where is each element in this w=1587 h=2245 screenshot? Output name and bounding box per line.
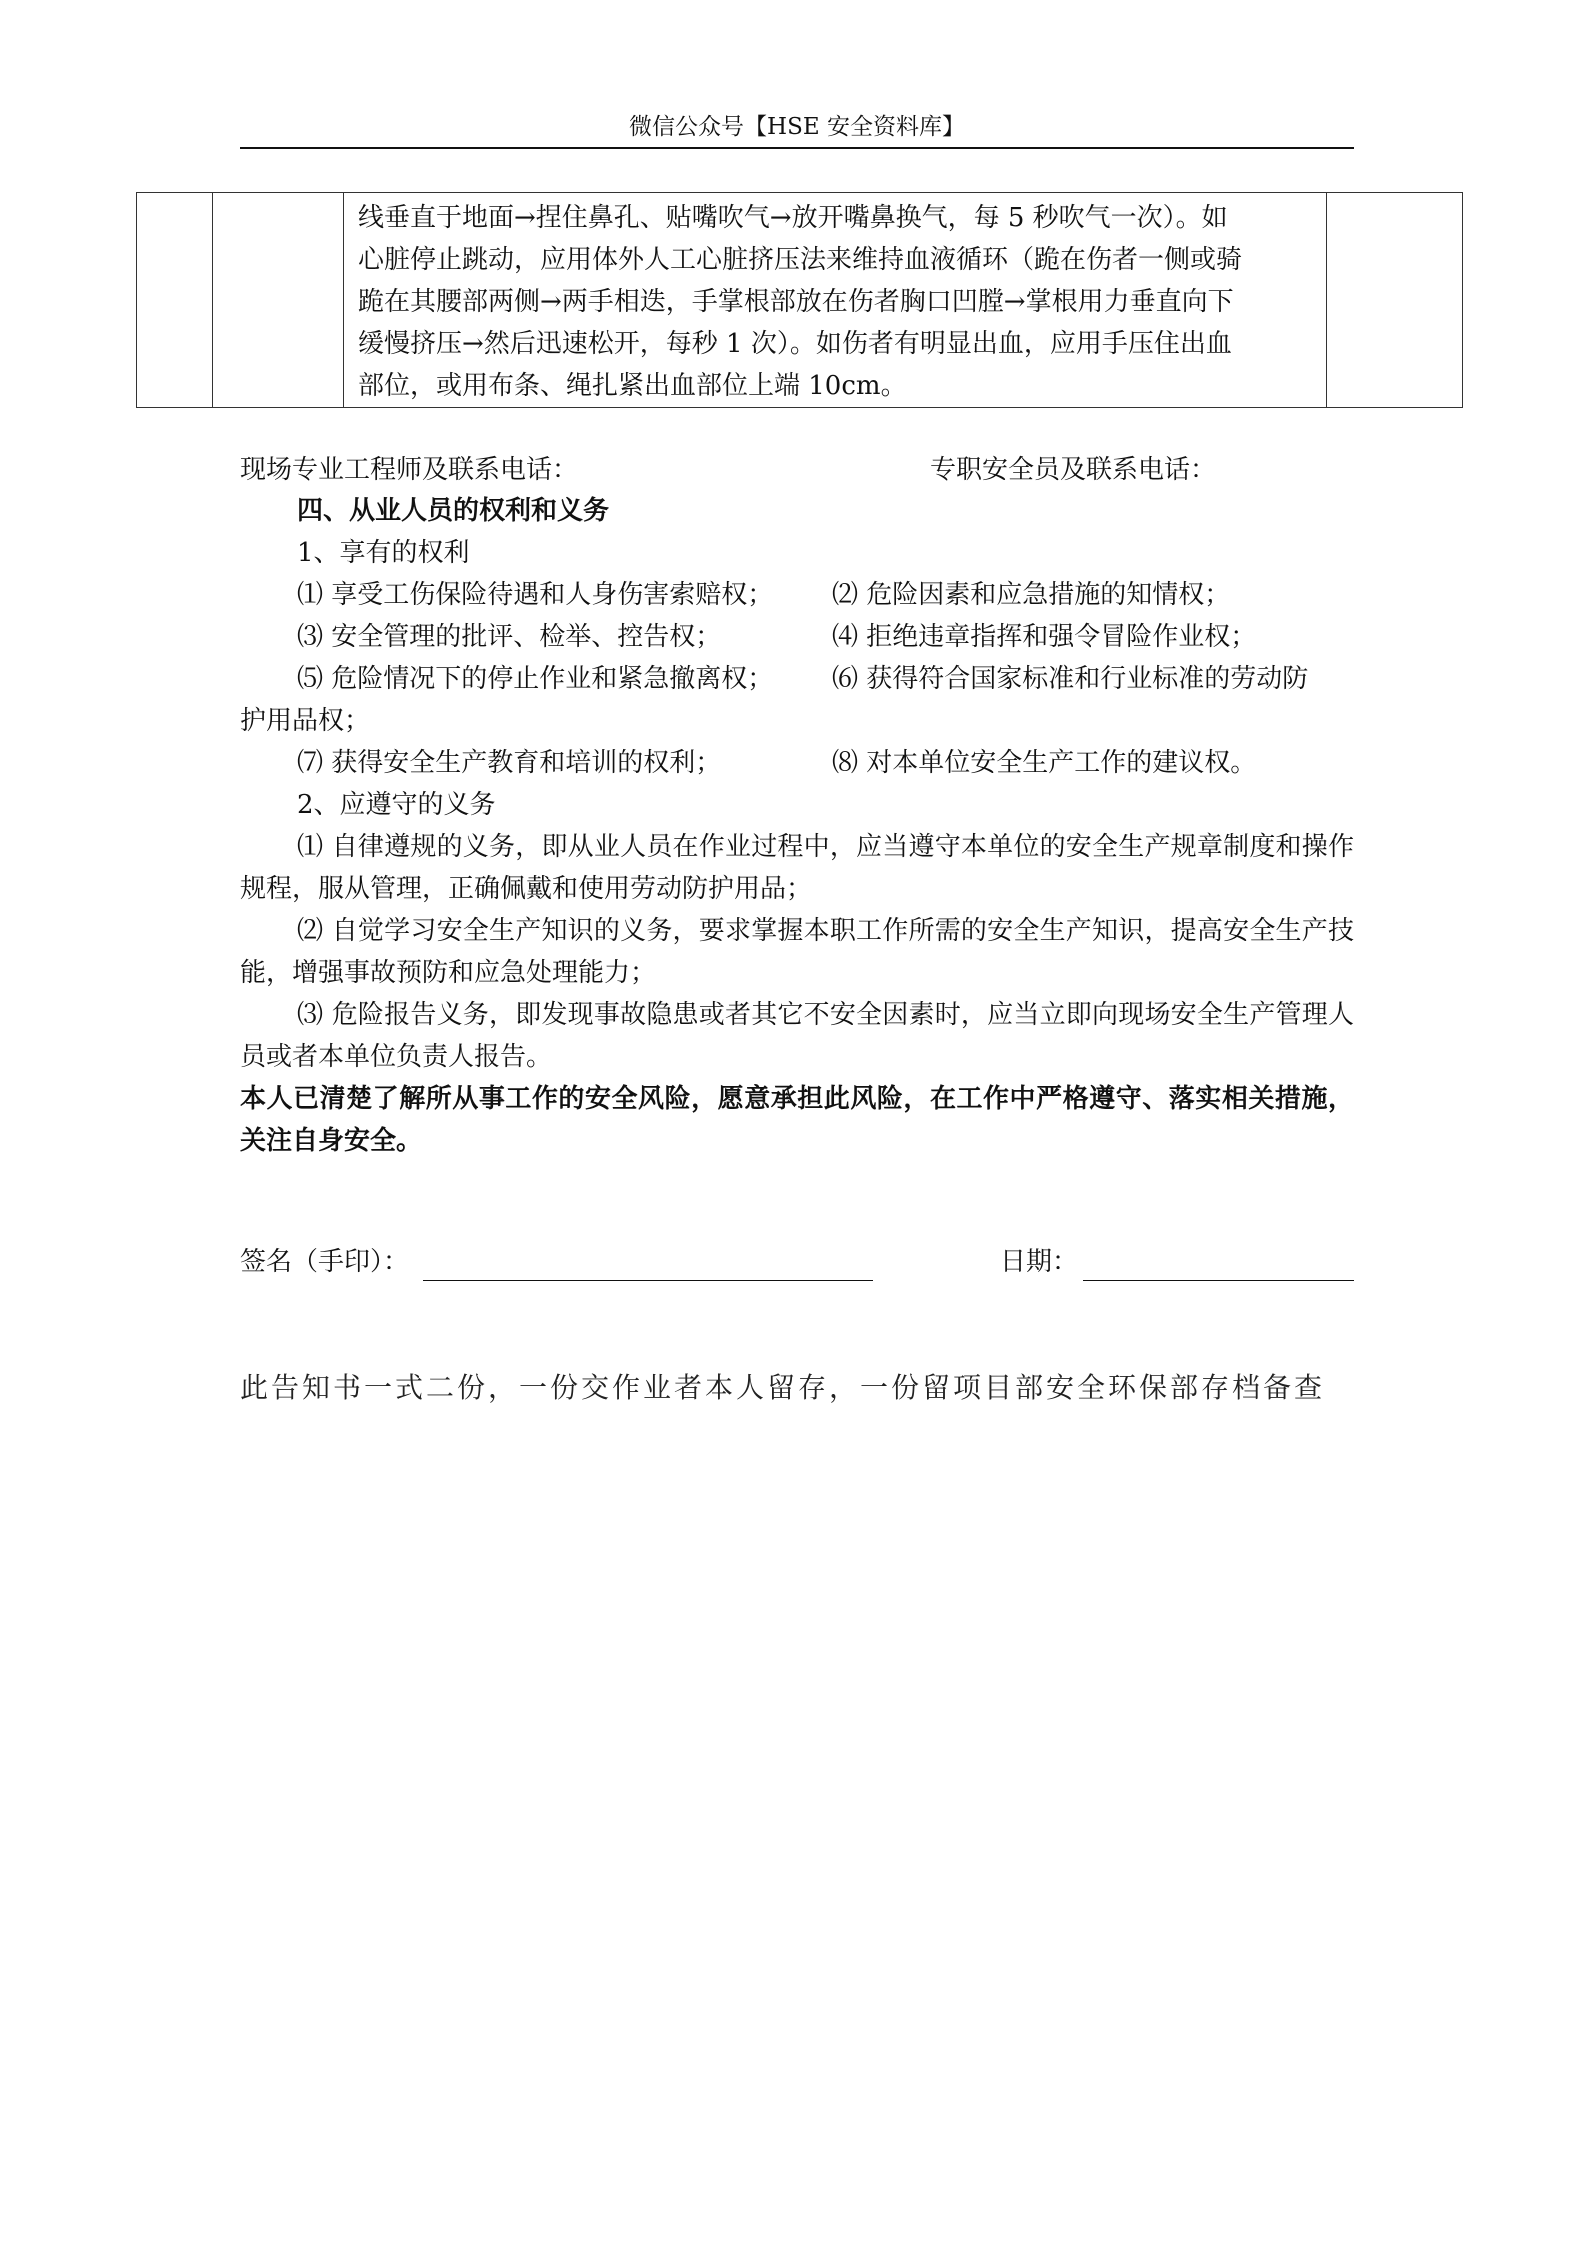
right-item: ⑷ 拒绝违章指挥和强令冒险作业权；	[832, 622, 1257, 652]
page-header: 微信公众号【HSE 安全资料库】	[629, 114, 965, 140]
rights-row	[240, 742, 1354, 784]
rights-title: 1、享有的权利	[297, 538, 470, 568]
measure-line: 心脏停止跳动，应用体外人工心脏挤压法来维持血液循环（跪在伤者一侧或骑	[358, 245, 1243, 275]
safety-declaration: 本人已清楚了解所从事工作的安全风险，愿意承担此风险，在工作中严格遵守、落实相关措施，关注自身安全。	[240, 1084, 1354, 1156]
rights-duties-section	[240, 490, 1354, 1162]
duties-title: 2、应遵守的义务	[297, 790, 496, 820]
right-item: ⑺ 获得安全生产教育和培训的权利；	[297, 748, 722, 778]
measure-line: 部位，或用布条、绳扎紧出血部位上端 10cm。	[358, 371, 907, 401]
right-item: ⑸ 危险情况下的停止作业和紧急撤离权；	[297, 664, 774, 694]
duty-item: ⑵ 自觉学习安全生产知识的义务，要求掌握本职工作所需的安全生产知识，提高安全生产技能，增强事故预防和应急处理能力；	[240, 916, 1354, 988]
table-cell-category	[213, 193, 344, 408]
measure-line: 跪在其腰部两侧→两手相迭，手掌根部放在伤者胸口凹膛→掌根用力垂直向下	[358, 287, 1234, 317]
right-item: ⑹ 获得符合国家标准和行业标准的劳动防	[832, 664, 1309, 694]
duty-item: ⑶ 危险报告义务，即发现事故隐患或者其它不安全因素时，应当立即向现场安全生产管理人员或者本单位负责人报告。	[240, 1000, 1354, 1072]
right-item: ⑴ 享受工伤保险待遇和人身伤害索赔权；	[297, 580, 774, 610]
date-label: 日期：	[1000, 1247, 1079, 1277]
engineer-contact-label: 现场专业工程师及联系电话：	[240, 455, 579, 485]
right-item: ⑻ 对本单位安全生产工作的建议权。	[832, 748, 1257, 778]
table-cell-remarks	[1327, 193, 1463, 408]
duty-item: ⑴ 自律遵规的义务，即从业人员在作业过程中，应当遵守本单位的安全生产规章制度和操作规程，服从管理，正确佩戴和使用劳动防护用品；	[240, 832, 1354, 904]
signature-row	[240, 1240, 1354, 1284]
section-title: 四、从业人员的权利和义务	[297, 496, 610, 526]
right-item-continuation: 护用品权；	[240, 706, 371, 736]
right-item: ⑶ 安全管理的批评、检举、控告权；	[297, 622, 722, 652]
right-item: ⑵ 危险因素和应急措施的知情权；	[832, 580, 1231, 610]
table-cell-measures	[344, 193, 1327, 408]
rights-row	[240, 616, 1354, 658]
rights-row	[240, 574, 1354, 616]
safety-officer-contact-label: 专职安全员及联系电话：	[930, 455, 1217, 485]
table-cell-index	[137, 193, 213, 408]
contacts-row	[240, 450, 1354, 490]
measure-line: 缓慢挤压→然后迅速松开，每秒 1 次）。如伤者有明显出血，应用手压住出血	[358, 329, 1232, 359]
header-divider	[240, 147, 1354, 149]
signature-field[interactable]	[423, 1280, 873, 1281]
rights-row	[240, 658, 1354, 700]
risk-measures-table	[136, 192, 1463, 408]
signature-label: 签名（手印）：	[240, 1247, 410, 1277]
measure-line: 线垂直于地面→捏住鼻孔、贴嘴吹气→放开嘴鼻换气，每 5 秒吹气一次）。如	[358, 203, 1228, 233]
table-row	[137, 193, 1463, 408]
date-field[interactable]	[1083, 1280, 1354, 1281]
footnote: 此告知书一式二份，一份交作业者本人留存，一份留项目部安全环保部存档备查	[240, 1371, 1326, 1404]
